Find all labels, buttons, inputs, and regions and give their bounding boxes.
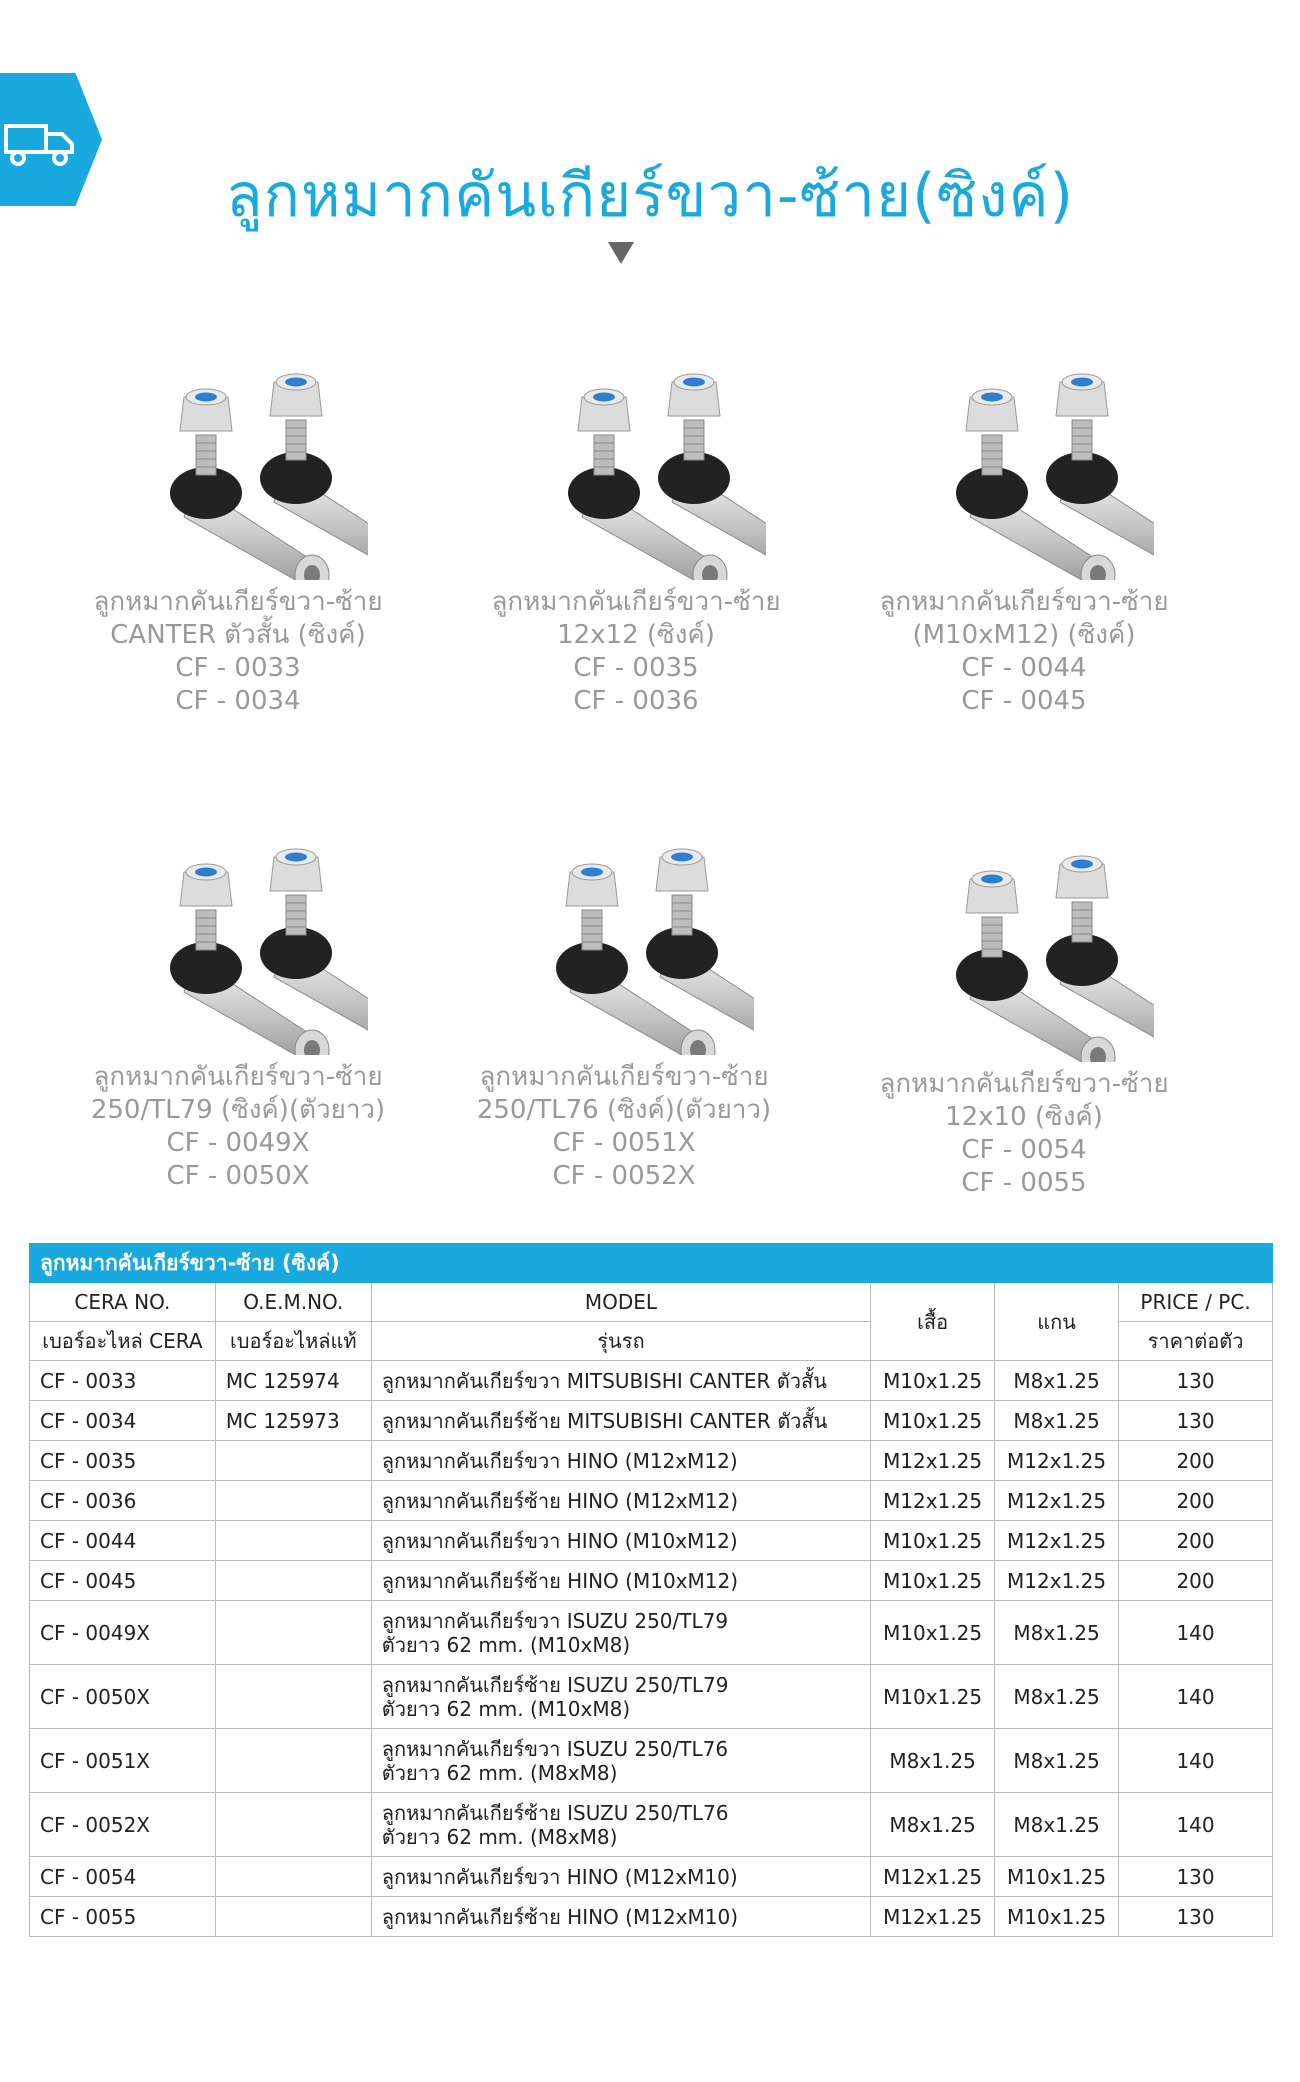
- cera-no: CF - 0052X: [30, 1793, 216, 1857]
- oem-no: [215, 1601, 371, 1665]
- model-cell: [371, 1481, 870, 1521]
- shaft-size: M8x1.25: [995, 1361, 1119, 1401]
- table-row: [30, 1441, 1273, 1481]
- product-name: ลูกหมากคันเกียร์ขวา-ซ้าย: [491, 587, 781, 617]
- body-size: M10x1.25: [871, 1561, 995, 1601]
- product-code: CF - 0045: [961, 686, 1087, 716]
- product-code: CF - 0050X: [166, 1161, 310, 1191]
- body-size: M12x1.25: [871, 1857, 995, 1897]
- header-oem-th: เบอร์อะไหล่แท้: [215, 1322, 371, 1361]
- header-shaft: แกน: [995, 1283, 1119, 1361]
- shaft-size: M12x1.25: [995, 1521, 1119, 1561]
- triangle-down-icon: [608, 242, 634, 264]
- shaft-size: M12x1.25: [995, 1481, 1119, 1521]
- model-cell: [371, 1401, 870, 1441]
- oem-no: [215, 1665, 371, 1729]
- model-line: ลูกหมากคันเกียร์ซ้าย HINO (M12xM10): [381, 1904, 739, 1929]
- body-size: M12x1.25: [871, 1897, 995, 1937]
- product-image: [894, 355, 1154, 580]
- product-code: CF - 0036: [573, 686, 699, 716]
- model-cell: [371, 1441, 870, 1481]
- product-card: [58, 830, 418, 1193]
- oem-no: MC 125973: [215, 1401, 371, 1441]
- model-cell: [371, 1561, 870, 1601]
- shaft-size: M12x1.25: [995, 1441, 1119, 1481]
- table-row: [30, 1481, 1273, 1521]
- model-line: ลูกหมากคันเกียร์ขวา HINO (M12xM12): [381, 1448, 738, 1473]
- page-title: ลูกหมากคันเกียร์ขวา-ซ้าย(ซิงค์): [225, 161, 1075, 231]
- model-line: ลูกหมากคันเกียร์ขวา MITSUBISHI CANTER ตัวสั้น: [381, 1368, 827, 1393]
- product-card: [844, 837, 1204, 1200]
- table-row: [30, 1401, 1273, 1441]
- model-cell: [371, 1793, 870, 1857]
- body-size: M12x1.25: [871, 1441, 995, 1481]
- price: 200: [1119, 1521, 1273, 1561]
- product-name: ลูกหมากคันเกียร์ขวา-ซ้าย: [93, 1062, 383, 1092]
- price: 140: [1119, 1729, 1273, 1793]
- model-cell: [371, 1361, 870, 1401]
- model-cell: [371, 1729, 870, 1793]
- product-name: ลูกหมากคันเกียร์ขวา-ซ้าย: [93, 587, 383, 617]
- model-line: ลูกหมากคันเกียร์ซ้าย MITSUBISHI CANTER ตัวสั้น: [381, 1408, 828, 1433]
- product-code: CF - 0033: [175, 653, 301, 683]
- oem-no: [215, 1897, 371, 1937]
- model-line-2: ตัวยาว 62 mm. (M10xM8): [381, 1632, 631, 1657]
- model-cell: [371, 1601, 870, 1665]
- cera-no: CF - 0054: [30, 1857, 216, 1897]
- cera-no: CF - 0055: [30, 1897, 216, 1937]
- table-row: [30, 1521, 1273, 1561]
- price: 130: [1119, 1857, 1273, 1897]
- header-oem-no: O.E.M.NO.: [215, 1283, 371, 1322]
- price: 200: [1119, 1561, 1273, 1601]
- model-line: ลูกหมากคันเกียร์ซ้าย HINO (M12xM12): [381, 1488, 739, 1513]
- price: 140: [1119, 1601, 1273, 1665]
- table-row: [30, 1857, 1273, 1897]
- cera-no: CF - 0044: [30, 1521, 216, 1561]
- body-size: M8x1.25: [871, 1729, 995, 1793]
- cera-no: CF - 0045: [30, 1561, 216, 1601]
- table-row: [30, 1665, 1273, 1729]
- oem-no: [215, 1481, 371, 1521]
- product-code: CF - 0044: [961, 653, 1087, 683]
- oem-no: [215, 1729, 371, 1793]
- product-code: CF - 0055: [961, 1168, 1087, 1198]
- table-title: ลูกหมากคันเกียร์ขวา-ซ้าย (ซิงค์): [30, 1244, 1273, 1283]
- cera-no: CF - 0051X: [30, 1729, 216, 1793]
- model-line-2: ตัวยาว 62 mm. (M8xM8): [381, 1824, 618, 1849]
- body-size: M10x1.25: [871, 1401, 995, 1441]
- model-line: ลูกหมากคันเกียร์ซ้าย ISUZU 250/TL79: [381, 1672, 729, 1697]
- body-size: M10x1.25: [871, 1521, 995, 1561]
- product-name: ลูกหมากคันเกียร์ขวา-ซ้าย: [479, 1062, 769, 1092]
- table-row: [30, 1897, 1273, 1937]
- parts-table: [29, 1243, 1273, 1937]
- model-line: ลูกหมากคันเกียร์ซ้าย ISUZU 250/TL76: [381, 1800, 729, 1825]
- oem-no: [215, 1857, 371, 1897]
- model-line: ลูกหมากคันเกียร์ขวา HINO (M12xM10): [381, 1864, 738, 1889]
- cera-no: CF - 0034: [30, 1401, 216, 1441]
- product-spec: (M10xM12) (ซิงค์): [912, 620, 1136, 650]
- product-image: [494, 830, 754, 1055]
- model-line-2: ตัวยาว 62 mm. (M10xM8): [381, 1696, 631, 1721]
- shaft-size: M8x1.25: [995, 1601, 1119, 1665]
- product-name: ลูกหมากคันเกียร์ขวา-ซ้าย: [879, 587, 1169, 617]
- table-row: [30, 1361, 1273, 1401]
- oem-no: [215, 1561, 371, 1601]
- cera-no: CF - 0049X: [30, 1601, 216, 1665]
- product-image: [506, 355, 766, 580]
- cera-no: CF - 0050X: [30, 1665, 216, 1729]
- product-card: [844, 355, 1204, 718]
- model-cell: [371, 1665, 870, 1729]
- product-card: [58, 355, 418, 718]
- product-image: [108, 830, 368, 1055]
- header-cera-th: เบอร์อะไหล่ CERA: [30, 1322, 216, 1361]
- header-price-th: ราคาต่อตัว: [1119, 1322, 1273, 1361]
- cera-no: CF - 0036: [30, 1481, 216, 1521]
- product-code: CF - 0054: [961, 1135, 1087, 1165]
- price: 140: [1119, 1793, 1273, 1857]
- body-size: M10x1.25: [871, 1361, 995, 1401]
- product-spec: 12x10 (ซิงค์): [945, 1102, 1103, 1132]
- product-spec: 12x12 (ซิงค์): [557, 620, 715, 650]
- shaft-size: M8x1.25: [995, 1665, 1119, 1729]
- shaft-size: M8x1.25: [995, 1401, 1119, 1441]
- model-cell: [371, 1857, 870, 1897]
- price: 200: [1119, 1441, 1273, 1481]
- model-line-2: ตัวยาว 62 mm. (M8xM8): [381, 1760, 618, 1785]
- body-size: M10x1.25: [871, 1665, 995, 1729]
- shaft-size: M8x1.25: [995, 1729, 1119, 1793]
- price: 130: [1119, 1361, 1273, 1401]
- header-model: MODEL: [371, 1283, 870, 1322]
- product-image: [108, 355, 368, 580]
- oem-no: [215, 1793, 371, 1857]
- model-line: ลูกหมากคันเกียร์ขวา HINO (M10xM12): [381, 1528, 738, 1553]
- price: 140: [1119, 1665, 1273, 1729]
- product-code: CF - 0051X: [552, 1128, 696, 1158]
- model-cell: [371, 1897, 870, 1937]
- shaft-size: M12x1.25: [995, 1561, 1119, 1601]
- oem-no: [215, 1521, 371, 1561]
- header-price: PRICE / PC.: [1119, 1283, 1273, 1322]
- table-row: [30, 1793, 1273, 1857]
- model-line: ลูกหมากคันเกียร์ซ้าย HINO (M10xM12): [381, 1568, 739, 1593]
- oem-no: [215, 1441, 371, 1481]
- oem-no: MC 125974: [215, 1361, 371, 1401]
- price: 130: [1119, 1897, 1273, 1937]
- product-code: CF - 0035: [573, 653, 699, 683]
- cera-no: CF - 0035: [30, 1441, 216, 1481]
- product-spec: 250/TL76 (ซิงค์)(ตัวยาว): [476, 1095, 772, 1125]
- product-code: CF - 0049X: [166, 1128, 310, 1158]
- price: 200: [1119, 1481, 1273, 1521]
- model-line: ลูกหมากคันเกียร์ขวา ISUZU 250/TL79: [381, 1608, 729, 1633]
- product-spec: CANTER ตัวสั้น (ซิงค์): [110, 620, 366, 650]
- table-row: [30, 1729, 1273, 1793]
- model-cell: [371, 1521, 870, 1561]
- product-card: [444, 830, 804, 1193]
- table-row: [30, 1561, 1273, 1601]
- header-body: เสื้อ: [871, 1283, 995, 1361]
- price: 130: [1119, 1401, 1273, 1441]
- table-row: [30, 1601, 1273, 1665]
- body-size: M8x1.25: [871, 1793, 995, 1857]
- shaft-size: M10x1.25: [995, 1857, 1119, 1897]
- product-spec: 250/TL79 (ซิงค์)(ตัวยาว): [90, 1095, 386, 1125]
- header-model-th: รุ่นรถ: [371, 1322, 870, 1361]
- body-size: M12x1.25: [871, 1481, 995, 1521]
- shaft-size: M10x1.25: [995, 1897, 1119, 1937]
- header-cera-no: CERA NO.: [30, 1283, 216, 1322]
- product-card: [456, 355, 816, 718]
- model-line: ลูกหมากคันเกียร์ขวา ISUZU 250/TL76: [381, 1736, 729, 1761]
- product-code: CF - 0052X: [552, 1161, 696, 1191]
- body-size: M10x1.25: [871, 1601, 995, 1665]
- product-name: ลูกหมากคันเกียร์ขวา-ซ้าย: [879, 1069, 1169, 1099]
- product-code: CF - 0034: [175, 686, 301, 716]
- product-image: [894, 837, 1154, 1062]
- shaft-size: M8x1.25: [995, 1793, 1119, 1857]
- cera-no: CF - 0033: [30, 1361, 216, 1401]
